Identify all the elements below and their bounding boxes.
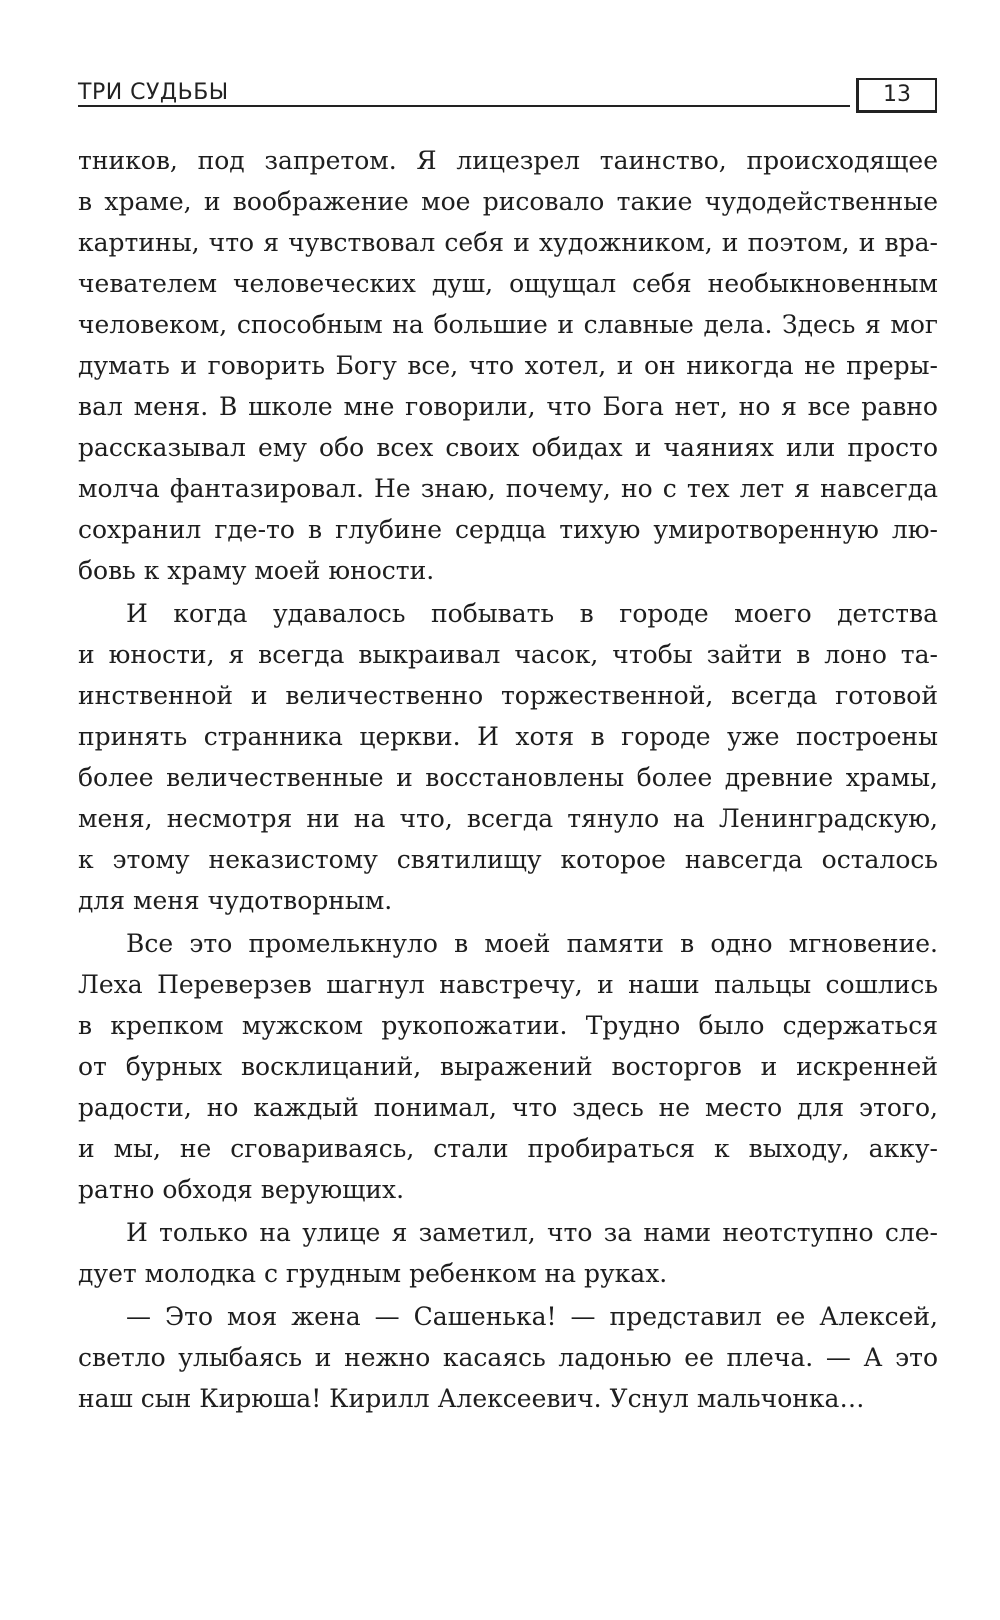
text-line: чевателем человеческих душ, ощущал себя необыкновенным [78, 269, 938, 298]
body-text [78, 140, 938, 1421]
text-line: от бурных восклицаний, выражений восторгов и искренней [78, 1052, 938, 1081]
paragraph-5 [78, 1296, 938, 1419]
text-line: рассказывал ему обо всех своих обидах и чаяниях или просто [78, 433, 938, 462]
text-line: инственной и величественно торжественной, всегда готовой [78, 681, 938, 710]
text-line: — Это моя жена — Сашенька! — представил ее Алексей, [126, 1302, 938, 1331]
text-line: для меня чудотворным. [78, 886, 393, 915]
text-line: вал меня. В школе мне говорили, что Бога нет, но я все равно [78, 392, 938, 421]
text-line: в крепком мужском рукопожатии. Трудно было сдержаться [78, 1011, 938, 1040]
text-line: в храме, и воображение мое рисовало такие чудодейственные [78, 187, 938, 216]
paragraph-3 [78, 923, 938, 1210]
text-line: более величественные и восстановлены более древние храмы, [78, 763, 938, 792]
text-line: ратно обходя верующих. [78, 1175, 405, 1204]
header-rule [78, 105, 850, 107]
paragraph-1 [78, 140, 938, 591]
text-line: и юности, я всегда выкраивал часок, чтобы зайти в лоно та- [78, 640, 938, 669]
running-title: ТРИ СУДЬБЫ [78, 80, 229, 105]
text-line: к этому неказистому святилищу которое навсегда осталось [78, 845, 938, 874]
text-line: сохранил где-то в глубине сердца тихую умиротворенную лю- [78, 515, 938, 544]
text-line: тников, под запретом. Я лицезрел таинство, происходящее [78, 146, 938, 175]
text-line: Все это промелькнуло в моей памяти в одно мгновение. [126, 929, 938, 958]
text-line: радости, но каждый понимал, что здесь не место для этого, [78, 1093, 938, 1122]
running-header [78, 78, 938, 112]
paragraph-4 [78, 1212, 938, 1294]
text-line: принять странника церкви. И хотя в городе уже построены [78, 722, 938, 751]
paragraph-2 [78, 593, 938, 921]
text-line: и мы, не сговариваясь, стали пробираться к выходу, акку- [78, 1134, 938, 1163]
text-line: человеком, способным на большие и славные дела. Здесь я мог [78, 310, 938, 339]
text-line: бовь к храму моей юности. [78, 556, 435, 585]
text-line: наш сын Кирюша! Кирилл Алексеевич. Уснул мальчонка… [78, 1384, 865, 1413]
text-line: картины, что я чувствовал себя и художником, и поэтом, и вра- [78, 228, 938, 257]
text-line: светло улыбаясь и нежно касаясь ладонью ее плеча. — А это [78, 1343, 938, 1372]
text-line: И только на улице я заметил, что за нами неотступно сле- [126, 1218, 938, 1247]
page-number: 13 [856, 78, 937, 113]
text-line: И когда удавалось побывать в городе моего детства [126, 599, 938, 628]
text-line: думать и говорить Богу все, что хотел, и он никогда не преры- [78, 351, 938, 380]
text-line: меня, несмотря ни на что, всегда тянуло на Ленинградскую, [78, 804, 938, 833]
text-line: Леха Переверзев шагнул навстречу, и наши пальцы сошлись [78, 970, 938, 999]
text-line: дует молодка с грудным ребенком на руках. [78, 1259, 668, 1288]
text-line: молча фантазировал. Не знаю, почему, но с тех лет я навсегда [78, 474, 938, 503]
